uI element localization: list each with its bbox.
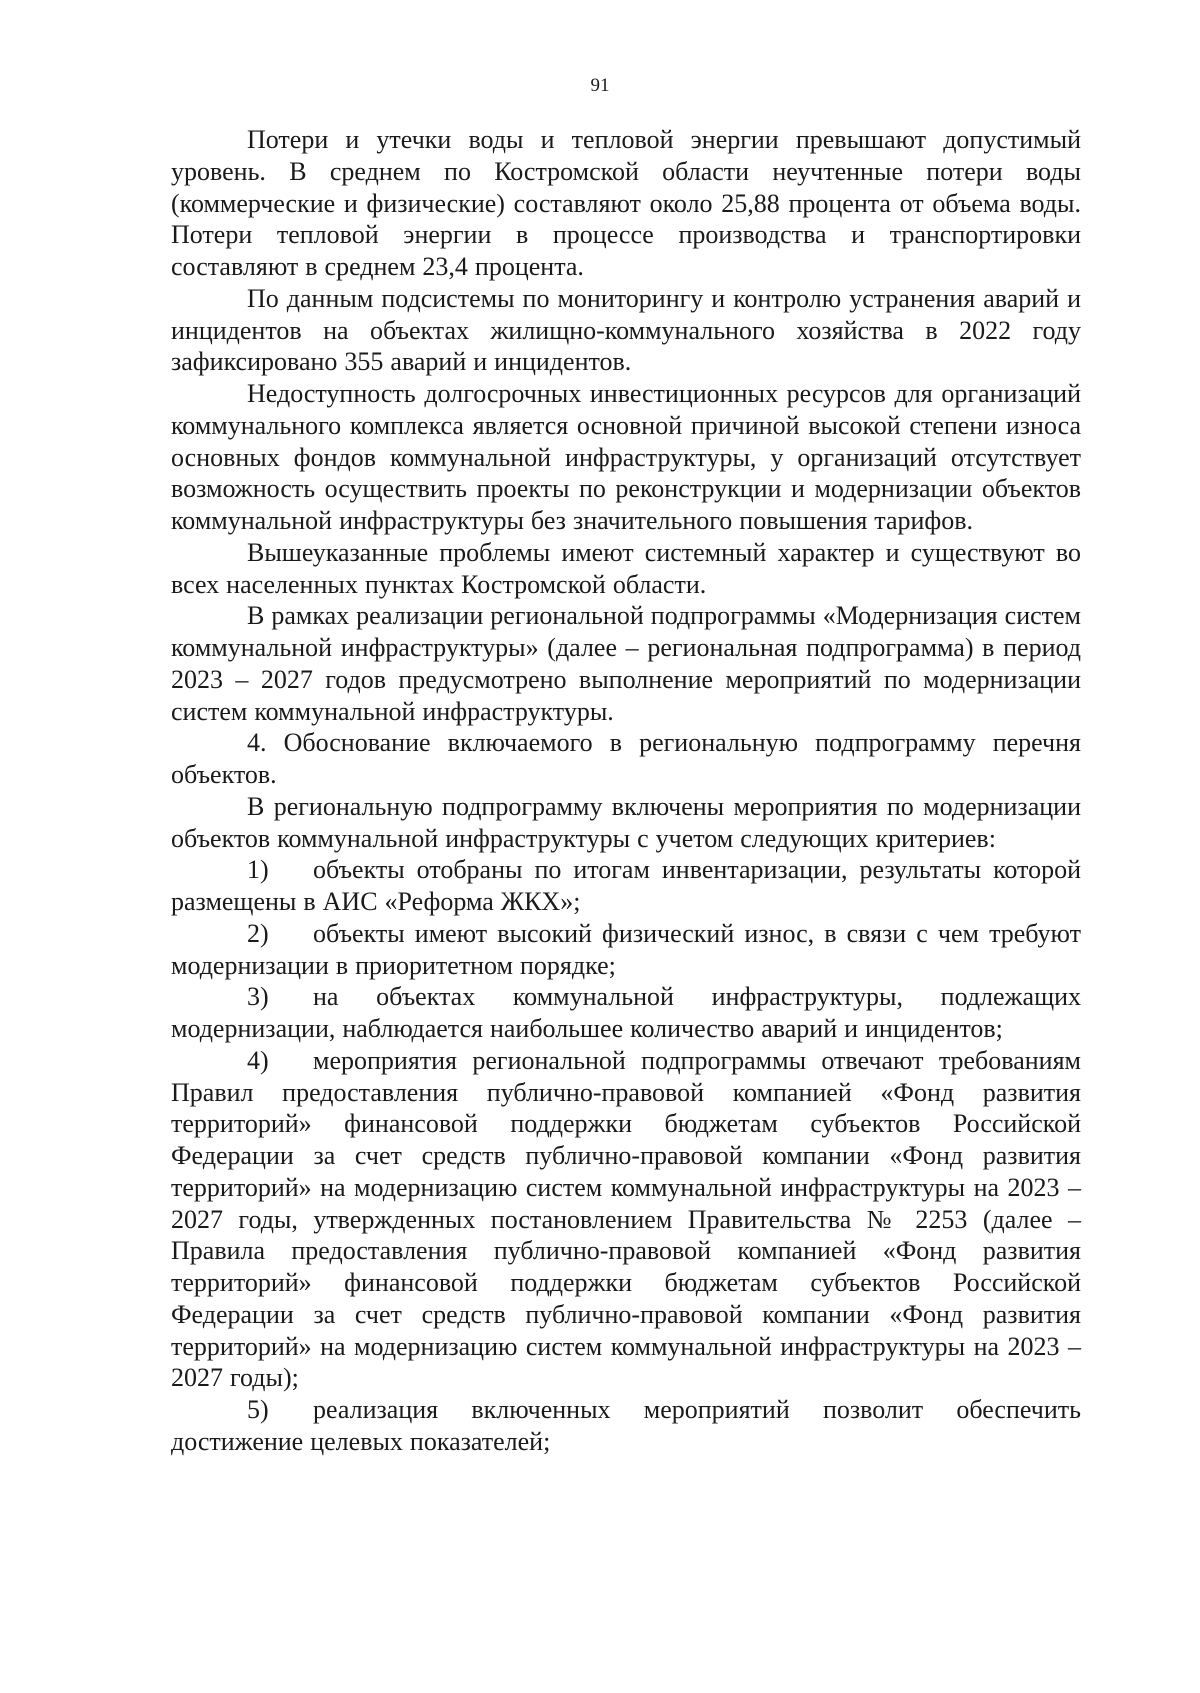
criteria-text: на объектах коммунальной инфраструктуры, подлежащих модернизации, наблюдается наибольшее количество аварий и инцидентов; (171, 982, 1081, 1043)
criteria-item-4 (171, 1045, 1081, 1394)
criteria-text: мероприятия региональной подпрограммы отвечают требованиям Правил предоставления публично-правовой компанией «Фонд развития территорий» финансовой поддержки бюджетам субъектов Российской Федерации за счет средств публично-правовой компании «Фонд развития территорий» на модернизацию систем коммунальной инфраструктуры на 2023 – 2027 годы, утвержденных постановлением Правительства № 2253 (далее – Правила предоставления публично-правовой компанией «Фонд развития территорий» финансовой поддержки бюджетам субъектов Российской Федерации за счет средств публично-правовой компании «Фонд развития территорий» на модернизацию систем коммунальной инфраструктуры на 2023 – 2027 годы); (171, 1045, 1081, 1393)
paragraph-losses: Потери и утечки воды и тепловой энергии превышают допустимый уровень. В среднем по Костромской области неучтенные потери воды (коммерческие и физические) составляют около 25,88 процента от объема воды. Потери тепловой энергии в процессе производства и транспортировки составляют в среднем 23,4 процента. (171, 125, 1081, 281)
criteria-text: объекты отобраны по итогам инвентаризации, результаты которой размещены в АИС «Реформа ЖКХ»; (171, 855, 1081, 916)
paragraph-investment: Недоступность долгосрочных инвестиционных ресурсов для организаций коммунального комплекса является основной причиной высокой степени износа основных фондов коммунальной инфраструктуры, у организаций отсутствует возможность осуществить проекты по реконструкции и модернизации объектов коммунальной инфраструктуры без значительного повышения тарифов. (171, 379, 1081, 535)
criteria-number: 1) (247, 855, 269, 885)
criteria-text: объекты имеют высокий физический износ, в связи с чем требуют модернизации в приоритетном порядке; (171, 918, 1081, 980)
criteria-text: реализация включенных мероприятий позволит обеспечить достижение целевых показателей; (171, 1395, 1081, 1456)
paragraph-criteria-intro: В региональную подпрограмму включены мероприятия по модернизации объектов коммунальной инфраструктуры с учетом следующих критериев: (171, 791, 1081, 853)
paragraph-subprogram: В рамках реализации региональной подпрограммы «Модернизация систем коммунальной инфраструктуры» (далее – региональная подпрограмма) в период 2023 – 2027 годов предусмотрено выполнение мероприятий по модернизации систем коммунальной инфраструктуры. (171, 601, 1081, 726)
criteria-number: 4) (247, 1045, 269, 1075)
criteria-item-2 (171, 918, 1081, 982)
criteria-item-5 (171, 1394, 1081, 1458)
criteria-item-1 (171, 854, 1081, 918)
criteria-item-3 (171, 981, 1081, 1045)
criteria-number: 5) (247, 1395, 269, 1424)
paragraph-accidents: По данным подсистемы по мониторингу и контролю устранения аварий и инцидентов на объектах жилищно-коммунального хозяйства в 2022 году зафиксировано 355 аварий и инцидентов. (171, 283, 1081, 377)
paragraph-systemic-problems: Вышеуказанные проблемы имеют системный характер и существуют во всех населенных пунктах Костромской области. (171, 537, 1081, 599)
criteria-number: 2) (247, 918, 269, 948)
page-number: 91 (590, 75, 610, 96)
section-heading-justification: 4. Обоснование включаемого в региональную подпрограмму перечня объектов. (171, 728, 1081, 789)
criteria-number: 3) (247, 982, 269, 1012)
document-body (171, 124, 1081, 1458)
